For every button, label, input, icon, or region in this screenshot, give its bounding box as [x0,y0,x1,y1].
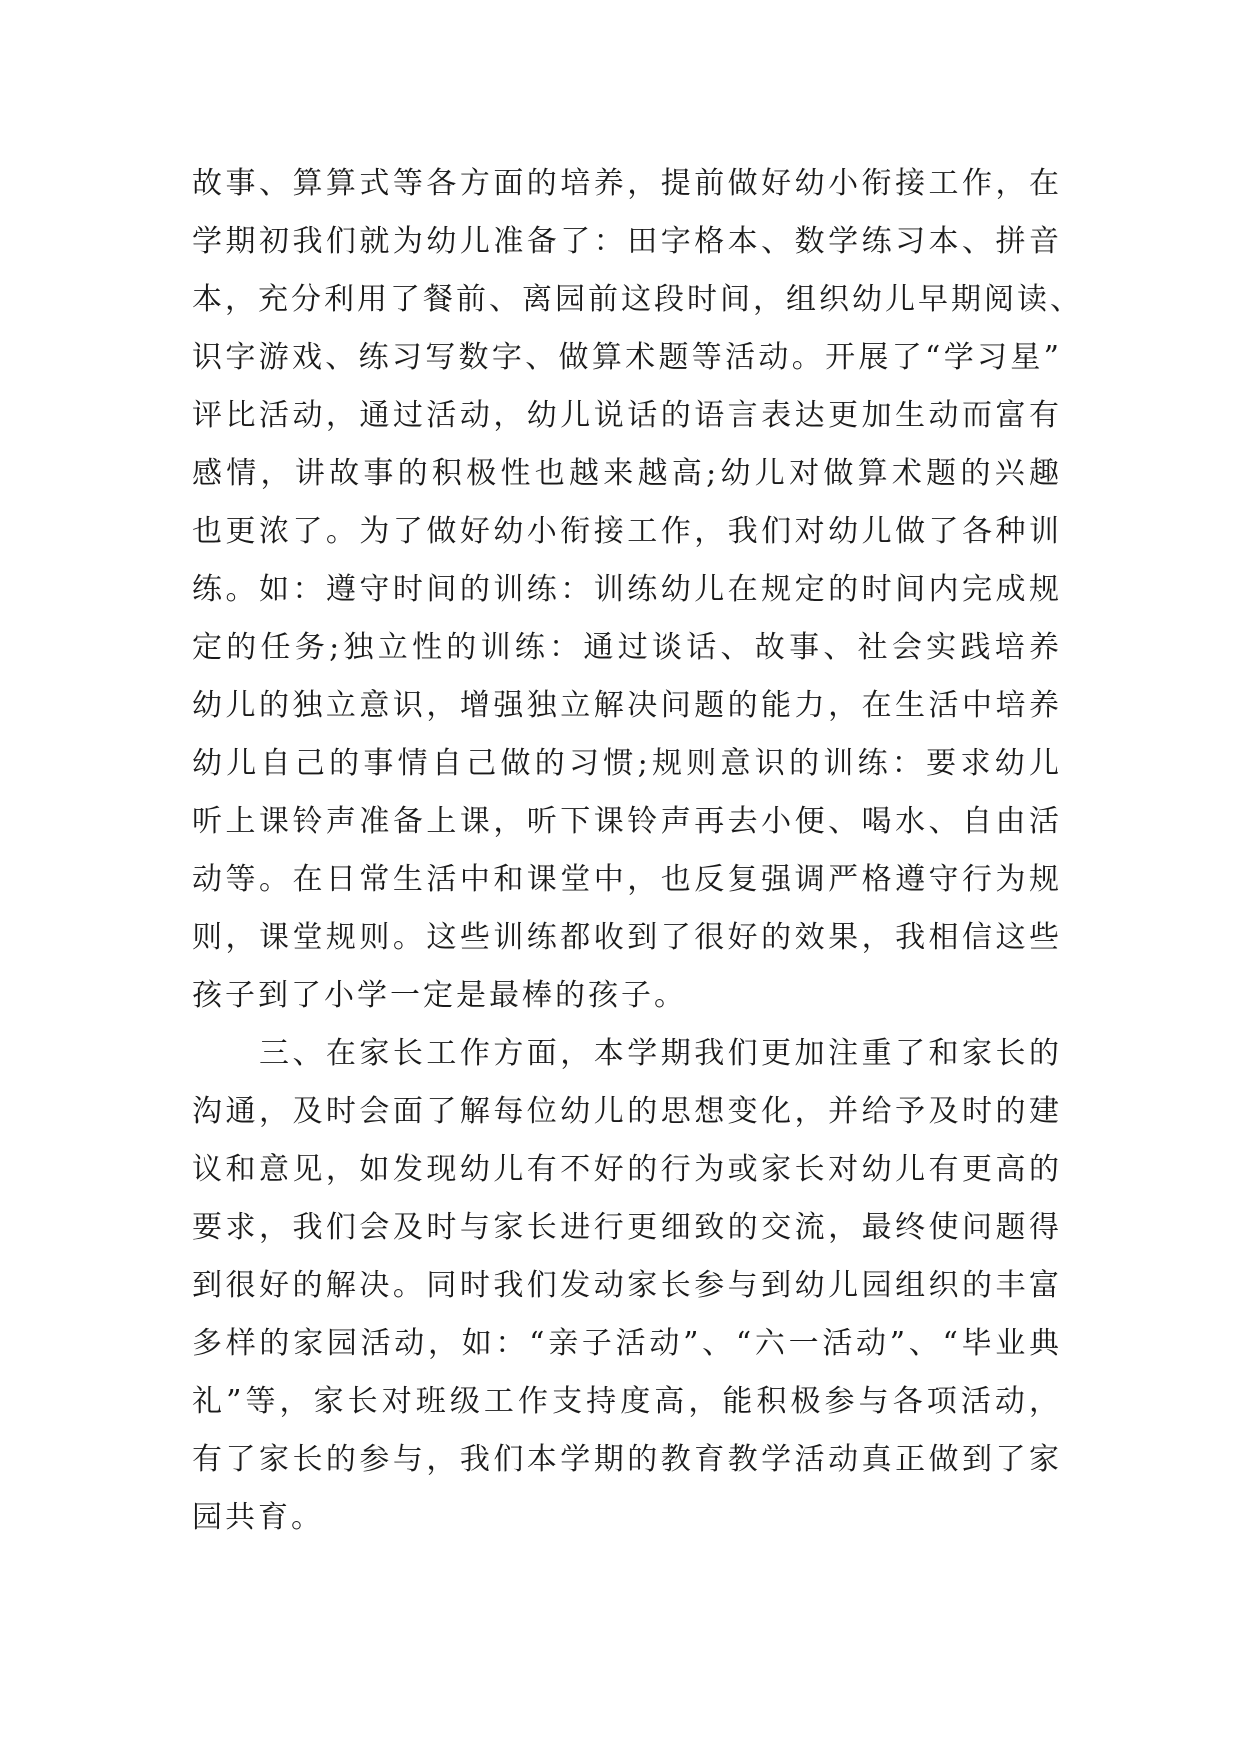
text-line: 练。如：遵守时间的训练：训练幼儿在规定的时间内完成规 [192,572,1062,607]
text-line: 定的任务;独立性的训练：通过谈话、故事、社会实践培养 [192,630,1062,665]
text-line: 故事、算算式等各方面的培养，提前做好幼小衔接工作，在 [192,166,1062,201]
text-line: 议和意见，如发现幼儿有不好的行为或家长对幼儿有更高的 [192,1152,1062,1187]
text-line: 礼”等，家长对班级工作支持度高，能积极参与各项活动， [192,1384,1062,1419]
text-line: 动等。在日常生活中和课堂中，也反复强调严格遵守行为规 [192,862,1062,897]
text-line: 孩子到了小学一定是最棒的孩子。 [192,978,687,1013]
text-line: 幼儿自己的事情自己做的习惯;规则意识的训练：要求幼儿 [192,746,1062,781]
text-line: 三、在家长工作方面，本学期我们更加注重了和家长的 [192,1036,1062,1071]
text-line: 有了家长的参与，我们本学期的教育教学活动真正做到了家 [192,1442,1062,1477]
text-line: 识字游戏、练习写数字、做算术题等活动。开展了“学习星” [192,340,1062,375]
text-line: 也更浓了。为了做好幼小衔接工作，我们对幼儿做了各种训 [192,514,1062,549]
text-line: 学期初我们就为幼儿准备了：田字格本、数学练习本、拼音 [192,224,1062,259]
text-line: 幼儿的独立意识，增强独立解决问题的能力，在生活中培养 [192,688,1062,723]
body-text [192,155,1083,1547]
text-line: 本，充分利用了餐前、离园前这段时间，组织幼儿早期阅读、 [192,282,1083,317]
text-line: 园共育。 [192,1500,324,1535]
text-line: 到很好的解决。同时我们发动家长参与到幼儿园组织的丰富 [192,1268,1062,1303]
text-line: 感情，讲故事的积极性也越来越高;幼儿对做算术题的兴趣 [192,456,1062,491]
text-line: 要求，我们会及时与家长进行更细致的交流，最终使问题得 [192,1210,1062,1245]
text-line: 则，课堂规则。这些训练都收到了很好的效果，我相信这些 [192,920,1062,955]
text-line: 沟通，及时会面了解每位幼儿的思想变化，并给予及时的建 [192,1094,1062,1129]
text-line: 多样的家园活动，如：“亲子活动”、“六一活动”、“毕业典 [192,1326,1062,1361]
text-line: 听上课铃声准备上课，听下课铃声再去小便、喝水、自由活 [192,804,1062,839]
text-line: 评比活动，通过活动，幼儿说话的语言表达更加生动而富有 [192,398,1062,433]
